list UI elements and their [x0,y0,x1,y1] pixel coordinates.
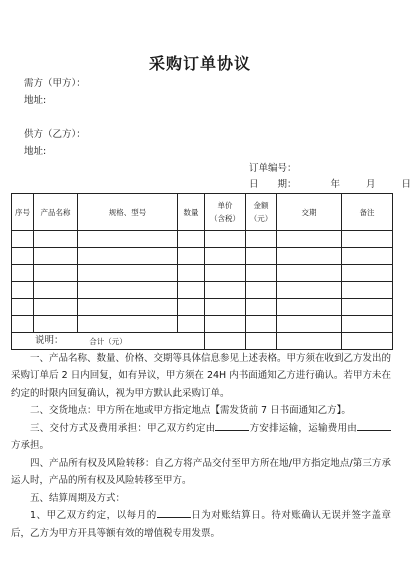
freight-payer-blank[interactable] [357,420,391,431]
table-cell[interactable] [34,316,78,333]
table-cell[interactable] [246,316,277,333]
table-cell[interactable] [205,299,246,316]
table-cell[interactable] [342,248,393,265]
document-title: 采购订单协议 [148,54,251,73]
date-label: 日 期： [249,179,297,190]
table-row [12,231,393,248]
table-cell[interactable] [205,282,246,299]
table-cell[interactable] [178,316,205,333]
table-cell[interactable] [12,231,34,248]
header-product-name: 产品名称 [34,194,78,231]
table-cell[interactable] [78,231,178,248]
clause-3-part-b: 方安排运输，运输费用由 [249,422,357,434]
carrier-blank[interactable] [215,420,249,431]
table-cell[interactable] [205,231,246,248]
clause-4: 四、产品所有权及风险转移：自乙方将产品交付至甲方所在地/甲方指定地点/第三方承运人时，产品的所有权及风险转移至甲方。 [11,457,391,486]
table-cell[interactable] [178,265,205,282]
header-qty: 数量 [178,194,205,231]
date-row [249,179,411,191]
header-spec: 规格、型号 [78,194,178,231]
table-cell[interactable] [78,316,178,333]
table-cell[interactable] [205,316,246,333]
supplier-label: 供方（乙方）： [24,129,86,140]
table-cell[interactable] [34,265,78,282]
table-cell[interactable] [178,282,205,299]
buyer-address-label: 地址: [24,95,47,106]
table-cell[interactable] [12,316,34,333]
table-cell[interactable] [12,299,34,316]
header-seq: 序号 [12,194,34,231]
notes-section [11,332,391,542]
table-cell[interactable] [342,282,393,299]
date-day: 日 [401,179,411,190]
date-year: 年 [330,179,341,190]
table-cell[interactable] [246,265,277,282]
table-cell[interactable] [78,248,178,265]
table-cell[interactable] [12,248,34,265]
header-amount-line1: 金额 [253,201,269,210]
table-cell[interactable] [12,282,34,299]
clause-3-part-c: 方承担。 [11,440,50,451]
table-cell[interactable] [78,282,178,299]
table-cell[interactable] [277,316,342,333]
table-cell[interactable] [277,282,342,299]
header-amount [246,194,277,231]
table-cell[interactable] [246,231,277,248]
table-cell[interactable] [178,231,205,248]
clause-2: 二、交货地点：甲方所在地或甲方指定地点【需发货前 7 日书面通知乙方】。 [30,405,351,416]
table-row [12,265,393,282]
table-row [12,316,393,333]
table-cell[interactable] [34,299,78,316]
order-number-label: 订单编号： [249,163,297,174]
header-delivery: 交期 [277,194,342,231]
date-month: 月 [366,179,376,190]
settlement-day-blank[interactable] [157,507,191,518]
table-cell[interactable] [342,316,393,333]
table-cell[interactable] [12,265,34,282]
buyer-label: 需方（甲方）： [24,78,86,89]
table-cell[interactable] [34,231,78,248]
clause-3-part-a: 三、交付方式及费用承担：甲乙双方约定由 [30,422,216,434]
header-unit-price-line1: 单价 [217,201,233,210]
header-amount-line2: （元） [249,214,273,223]
table-row [12,248,393,265]
table-cell[interactable] [277,265,342,282]
table-cell[interactable] [178,248,205,265]
table-cell[interactable] [342,299,393,316]
table-cell[interactable] [246,299,277,316]
header-remark: 备注 [342,194,393,231]
table-cell[interactable] [178,299,205,316]
table-cell[interactable] [34,282,78,299]
table-cell[interactable] [205,265,246,282]
clause-1: 一、产品名称、数量、价格、交期等具体信息参见上述表格。甲方须在收到乙方发出的采购订单后 2 日内回复，如有异议，甲方须在 24H 内书面通知乙方进行确认。若甲方未在约定的时限内回复确认，视为甲方默认此采购订单。 [11,352,392,399]
clause-5-1-part-b: 日为对账结算日。待对账确认无误并签字盖章后，乙方为甲方开具等额有效的增值税专用发票。 [11,510,391,539]
table-cell[interactable] [277,231,342,248]
table-cell[interactable] [34,248,78,265]
clause-5: 五、结算周期及方式： [30,492,126,504]
table-cell[interactable] [78,265,178,282]
table-row [12,282,393,299]
table-cell[interactable] [246,248,277,265]
table-cell[interactable] [277,248,342,265]
table-row [12,299,393,316]
table-cell[interactable] [342,265,393,282]
clause-5-1-part-a: 1、甲乙双方约定，以每月的 [30,510,157,521]
total-label: 合计（元） [12,333,205,350]
table-cell[interactable] [205,248,246,265]
header-unit-price-line2: （含税） [210,214,240,223]
order-table [11,193,393,350]
clause-3 [11,420,391,455]
table-cell[interactable] [78,299,178,316]
clause-5-1 [11,507,391,542]
header-unit-price [205,194,246,231]
notes-heading: 说明： [35,335,64,346]
table-cell[interactable] [277,299,342,316]
table-cell[interactable] [342,231,393,248]
supplier-address-label: 地址: [24,146,47,157]
table-header-row [12,194,393,231]
table-cell[interactable] [246,282,277,299]
